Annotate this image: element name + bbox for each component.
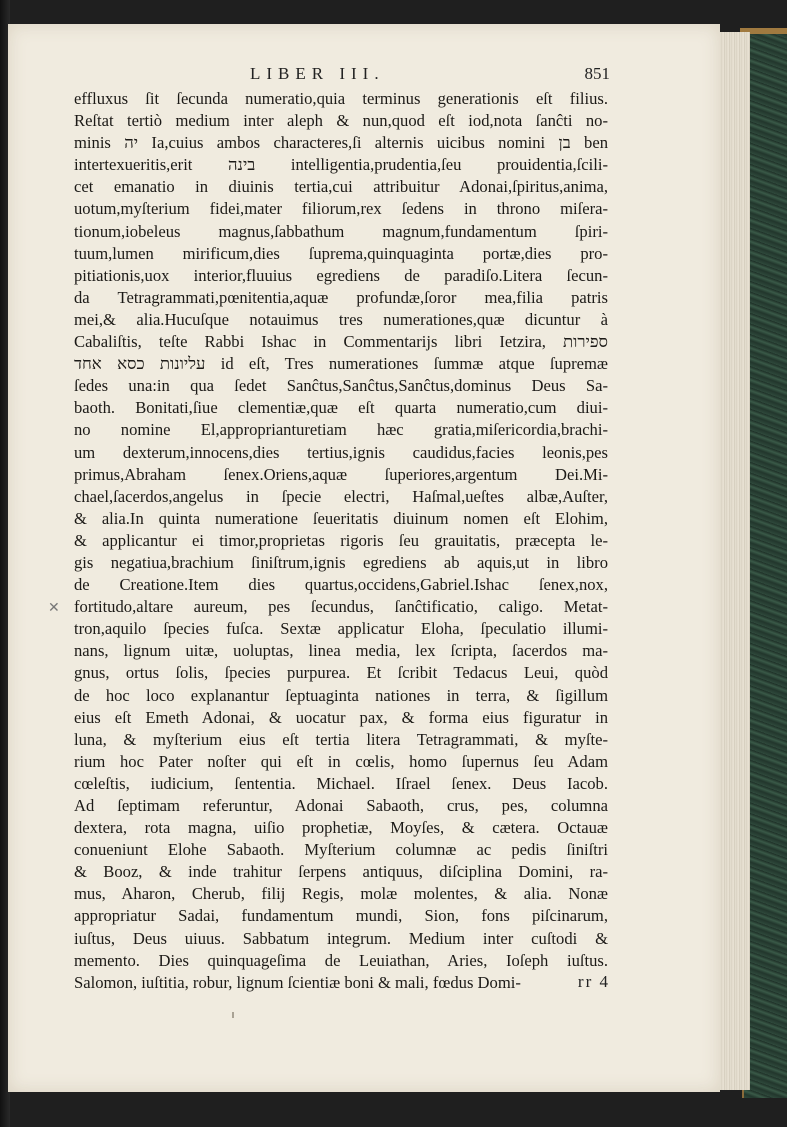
text-line: rium hoc Pater noſter qui eſt in cœlis, homo ſupernus ſeu Adam bbox=[74, 751, 608, 771]
text-line: & Booz, & inde trahitur ſerpens antiquus, diſciplina Domini, ra- bbox=[74, 862, 608, 882]
text-line: Ad ſeptimam referuntur, Adonai Sabaoth, crus, pes, columna bbox=[74, 796, 608, 815]
text-line: Cabaliſtis, teſte Rabbi Ishac in Commentarijs libri Ietzira, ספירות bbox=[74, 332, 608, 352]
paper-speck bbox=[232, 1012, 234, 1018]
text-line: cœleſtis, iudicium, ſententia. Michael. Iſrael ſenex. Deus Iacob. bbox=[74, 773, 608, 793]
text-line: pitiationis,uox interior,fluuius egrediens de paradiſo.Litera ſecun- bbox=[74, 265, 608, 285]
text-line: de Creatione.Item dies quartus,occidens,Gabriel.Ishac ſenex,nox, bbox=[74, 575, 608, 595]
text-line: minis יה Ia,cuius ambos characteres,ſi alternis uicibus nomini בן ben bbox=[74, 133, 608, 153]
margin-mark: ✕ bbox=[48, 601, 60, 616]
text-line: conueniunt Elohe Sabaoth. Myſterium columnæ ac pedis ſiniſtri bbox=[74, 840, 608, 860]
text-line: Salomon, iuſtitia, robur, lignum ſcientiæ boni & mali, fœdus Domi- bbox=[74, 972, 521, 992]
text-line: no nomine El,approprianturetiam hæc gratia,miſericordia,brachi- bbox=[74, 420, 608, 440]
text-line: uotum,myſterium fidei,mater filiorum,rex ſedens in throno miſera- bbox=[74, 199, 608, 219]
signature-catchword: rr 4 bbox=[577, 972, 610, 991]
text-line: baoth. Bonitati,ſiue clementiæ,quæ eſt quarta numeratio,cum diui- bbox=[74, 398, 608, 418]
text-line: cet emanatio in diuinis tertia,cui attribuitur Adonai,ſpiritus,anima, bbox=[74, 177, 608, 197]
text-line: nans, lignum uitæ, uoluptas, linea media, lex ſcripta, ſacerdos ma- bbox=[74, 641, 608, 661]
text-line: tron,aquilo ſpecies fuſca. Sextæ applicatur Eloha, ſpeculatio illumi- bbox=[74, 619, 608, 639]
text-line: luna, & myſterium eius eſt tertia litera Tetragrammati, & myſte- bbox=[74, 729, 608, 749]
text-line: ſedes una:in qua ſedet Sanĉtus,Sanĉtus,Sanĉtus,dominus Deus Sa- bbox=[74, 376, 608, 396]
text-line: gnus, ortus ſolis, ſpecies purpurea. Et ſcribit Tedacus Leui, quòd bbox=[74, 663, 608, 683]
page-number: 851 bbox=[584, 64, 610, 83]
text-line: intertexueritis,erit בינה intelligentia,prudentia,ſeu prouidentia,ſcili- bbox=[74, 155, 608, 175]
text-line: dextera, rota magna, uiſio prophetiæ, Moyſes, & cætera. Octauæ bbox=[74, 818, 608, 838]
text-line: chael,ſacerdos,angelus in ſpecie electri, Haſmal,ueſtes albæ,Auſter, bbox=[74, 486, 608, 506]
text-line: tionum,iobeleus magnus,ſabbathum magnum,fundamentum ſpiri- bbox=[74, 221, 608, 241]
text-line: mei,& alia.Hucuſque notauimus tres numerationes,quæ dicuntur à bbox=[74, 309, 608, 329]
text-line: & applicantur ei timor,proprietas rigoris ſeu grauitatis, præcepta le- bbox=[74, 530, 608, 550]
text-line: & alia.In quinta numeratione ſeueritatis diuinum nomen eſt Elohim, bbox=[74, 508, 608, 528]
text-line: primus,Abraham ſenex.Oriens,aquæ ſuperiores,argentum Dei.Mi- bbox=[74, 464, 608, 484]
running-title: LIBER III. bbox=[250, 64, 385, 83]
body-text bbox=[74, 88, 608, 994]
text-line: gis negatiua,brachium ſiniſtrum,ignis egrediens ab aquis,ut in libro bbox=[74, 552, 608, 572]
text-line: iuſtus, Deus uiuus. Sabbatum integrum. Medium inter cuſtodi & bbox=[74, 928, 608, 948]
text-line: fortitudo,altare aureum, pes ſecundus, ſanĉtificatio, caligo. Metat- bbox=[74, 597, 608, 617]
text-line: um dexterum,innocens,dies tertius,ignis caudidus,facies leonis,pes bbox=[74, 442, 608, 462]
text-line: Reſtat tertiò medium inter aleph & nun,quod eſt iod,nota ſanĉti no- bbox=[74, 111, 608, 131]
text-line: de hoc loco explanantur ſeptuaginta nationes in terra, & ſigillum bbox=[74, 685, 608, 705]
text-line: memento. Dies quinquageſima de Leuiathan, Aries, Ioſeph iuſtus. bbox=[74, 950, 608, 970]
text-line: mus, Aharon, Cherub, filij Regis, molæ molentes, & alia. Nonæ bbox=[74, 884, 608, 904]
text-line: da Tetragrammati,pœnitentia,aquæ profundæ,ſoror mea,filia patris bbox=[74, 287, 608, 307]
text-line: tuum,lumen mirificum,dies ſuprema,quinquaginta portæ,dies pro- bbox=[74, 243, 608, 263]
text-line: effluxus ſit ſecunda numeratio,quia terminus generationis eſt filius. bbox=[74, 89, 608, 108]
text-line: eius eſt Emeth Adonai, & uocatur pax, & forma eius figuratur in bbox=[74, 707, 608, 727]
running-header bbox=[250, 64, 610, 88]
text-line: appropriatur Sadai, fundamentum mundi, Sion, fons piſcinarum, bbox=[74, 906, 608, 926]
text-line: עליונות כסא אחד id eſt, Tres numerationes ſummæ atque ſupremæ bbox=[74, 354, 608, 374]
